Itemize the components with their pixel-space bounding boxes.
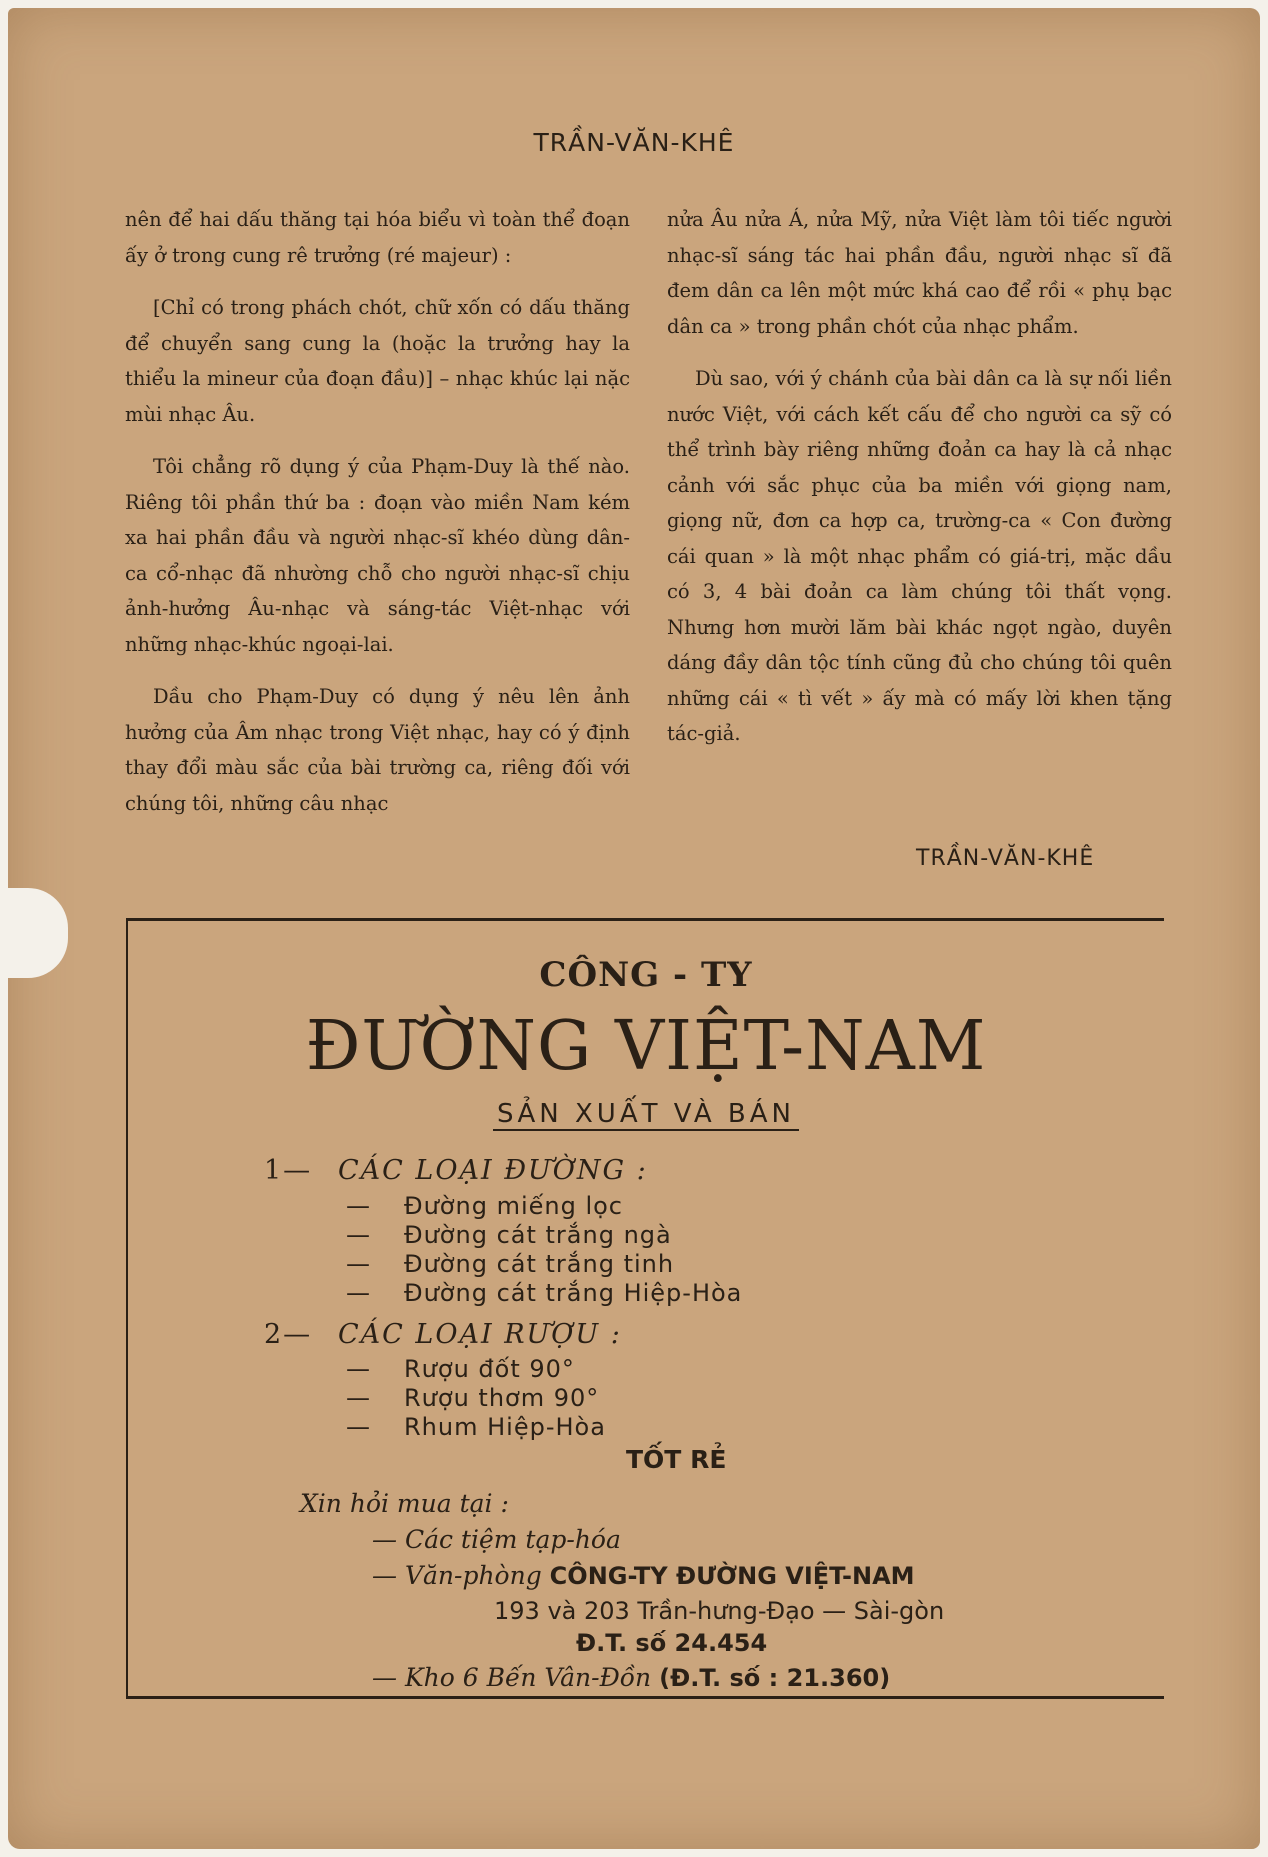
ad-list-item (346, 1192, 623, 1220)
ad-list-item (346, 1250, 674, 1278)
ad-item-dash: — (346, 1221, 371, 1249)
ad-category-title: CÁC LOẠI ĐƯỜNG : (338, 1155, 648, 1186)
article-right-column (667, 202, 1172, 769)
ad-buy-line (372, 1561, 915, 1590)
ad-list-item (346, 1355, 575, 1383)
article-paragraph: Dù sao, với ý chánh của bài dân ca là sự nối liền nước Việt, với cách kết cấu để cho người ca sỹ có thể trình bày riêng những đoản ca hay là cả nhạc cảnh với sắc phục của ba miền với giọng nam, giọng nữ, đơn ca hợp ca, trường-ca « Con đường cái quan » là một nhạc phẩm có giá-trị, mặc dầu có 3, 4 bài đoản ca làm chúng tôi thất vọng. Nhưng hơn mười lăm bài khác ngọt ngào, duyên dáng đầy dân tộc tính cũng đủ cho chúng tôi quên những cái « tì vết » ấy mà có mấy lời khen tặng tác-giả. (667, 367, 1172, 745)
article-paragraph: nửa Âu nửa Á, nửa Mỹ, nửa Việt làm tôi tiếc người nhạc-sĩ sáng tác hai phần đầu, người nhạc sĩ đã đem dân ca lên một mức khá cao để rồi « phụ bạc dân ca » trong phần chót của nhạc phẩm. (667, 208, 1172, 338)
ad-subtitle-text: SẢN XUẤT VÀ BÁN (493, 1099, 799, 1131)
ad-warehouse-phone: (Đ.T. số : 21.360) (659, 1664, 891, 1692)
article-paragraph: Dầu cho Phạm-Duy có dụng ý nêu lên ảnh hưởng của Âm nhạc trong Việt nhạc, hay có ý định thay đổi màu sắc của bài trường ca, riêng đối với chúng tôi, những câu nhạc (125, 685, 630, 815)
ad-category-title: CÁC LOẠI RƯỢU : (338, 1319, 622, 1350)
page-sheet (8, 8, 1260, 1849)
page-header-author: TRẦN-VĂN-KHÊ (533, 128, 735, 157)
ad-warehouse-label: — Kho 6 Bến Vân-Đồn (372, 1663, 652, 1692)
ad-item-label: Rhum Hiệp-Hòa (404, 1413, 606, 1441)
article-paragraph: [Chỉ có trong phách chót, chữ xốn có dấu thăng để chuyển sang cung la (hoặc la trưởng hay la thiểu la mineur của đoạn đầu)] – nhạc khúc lại nặc mùi nhạc Âu. (125, 296, 630, 426)
ad-item-label: Rượu thơm 90° (404, 1384, 600, 1412)
ad-item-label: Rượu đốt 90° (404, 1355, 575, 1383)
ad-item-label: Đường cát trắng ngà (404, 1221, 672, 1249)
ad-office-address: 193 và 203 Trần-hưng-Đạo — Sài-gòn (494, 1597, 945, 1625)
ad-buy-line: — Các tiệm tạp-hóa (372, 1525, 621, 1554)
ad-item-label: Đường cát trắng Hiệp-Hòa (404, 1279, 743, 1307)
ad-item-dash: — (346, 1192, 371, 1220)
ad-item-label: Đường cát trắng tinh (404, 1250, 675, 1278)
article-paragraph: nên để hai dấu thăng tại hóa biểu vì toàn thể đoạn ấy ở trong cung rê trưởng (ré majeur) : (125, 208, 630, 267)
ad-warehouse-line (372, 1663, 890, 1692)
ad-category-number: 2— (264, 1319, 313, 1350)
article-paragraph: Tôi chẳng rõ dụng ý của Phạm-Duy là thế nào. Riêng tôi phần thứ ba : đoạn vào miền Nam kém xa hai phần đầu và người nhạc-sĩ khéo dùng dân-ca cổ-nhạc đã nhường chỗ cho người nhạc-sĩ chịu ảnh-hưởng Âu-nhạc và sáng-tác Việt-nhạc với những nhạc-khúc ngoại-lai. (125, 455, 630, 656)
ad-category-sugar (264, 1155, 648, 1186)
ad-item-dash: — (346, 1413, 371, 1441)
ad-category-liquor (264, 1319, 622, 1350)
ad-subtitle (128, 1099, 1164, 1129)
ad-company-label: CÔNG - TY (539, 955, 753, 995)
ad-list-item (346, 1384, 599, 1412)
ad-item-label: Đường miếng lọc (404, 1192, 623, 1220)
ad-price-note: TỐT RẺ (626, 1445, 727, 1474)
ad-buy-title: Xin hỏi mua tại : (300, 1489, 509, 1518)
ad-list-item (346, 1221, 672, 1249)
ad-buy-company: CÔNG-TY ĐƯỜNG VIỆT-NAM (549, 1562, 915, 1590)
ad-item-dash: — (346, 1355, 371, 1383)
ad-list-item (346, 1413, 606, 1441)
ad-item-dash: — (346, 1250, 371, 1278)
article-signature: TRẦN-VĂN-KHÊ (916, 846, 1095, 871)
ad-item-dash: — (346, 1384, 371, 1412)
ad-buy-office-label: — Văn-phòng (372, 1561, 542, 1590)
advertisement-box (126, 918, 1164, 1699)
ad-list-item (346, 1279, 742, 1307)
torn-edge (8, 888, 68, 978)
ad-office-phone: Đ.T. số 24.454 (576, 1629, 768, 1657)
article-left-column (125, 202, 630, 838)
ad-company-name: ĐƯỜNG VIỆT-NAM (305, 1007, 987, 1086)
ad-item-dash: — (346, 1279, 371, 1307)
ad-category-number: 1— (264, 1155, 313, 1186)
